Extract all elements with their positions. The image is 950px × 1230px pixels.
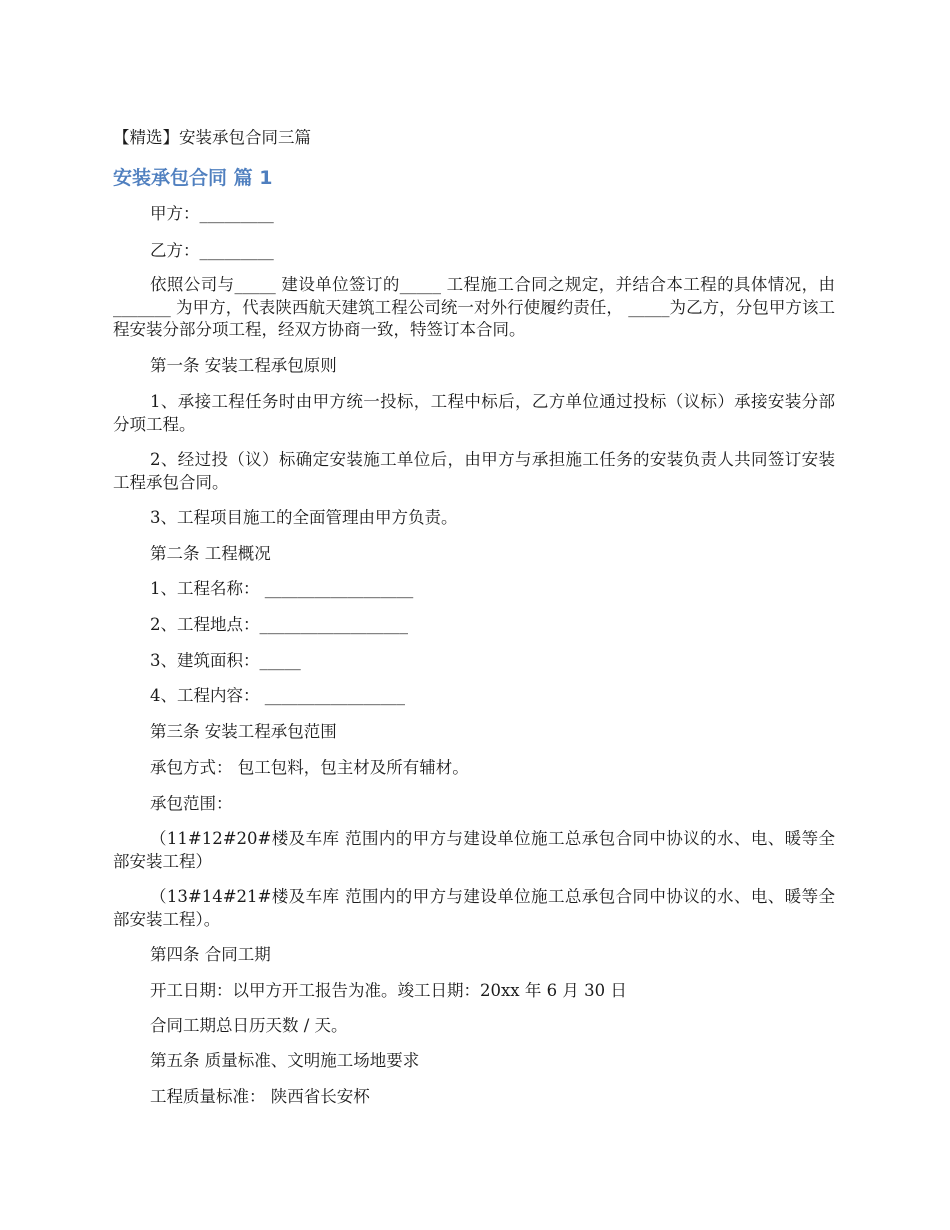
article-1-item-1: 1、承接工程任务时由甲方统一投标，工程中标后，乙方单位通过投标（议标）承接安装分部分项工程。 [113, 392, 835, 434]
article-1-item-2: 2、经过投（议）标确定安装施工单位后，由甲方与承担施工任务的安装负责人共同签订安装工程承包合同。 [113, 450, 835, 492]
scope-item-2: （13#14#21#楼及车库 范围内的甲方与建设单位施工总承包合同中协议的水、电、暖等全部安装工程）。 [113, 887, 835, 929]
party-a-line: 甲方：_________ [150, 204, 274, 223]
section-heading: 安装承包合同 篇 1 [113, 167, 273, 189]
article-1-item-3: 3、工程项目施工的全面管理由甲方负责。 [150, 508, 458, 527]
article-5-heading: 第五条 质量标准、文明施工场地要求 [150, 1051, 420, 1070]
quality-standard-line: 工程质量标准： 陕西省长安杯 [150, 1087, 370, 1106]
party-b-line: 乙方：_________ [150, 241, 274, 260]
building-area-line: 3、建筑面积：_____ [150, 651, 301, 670]
project-name-line: 1、工程名称： __________________ [150, 579, 414, 598]
scope-item-1: （11#12#20#楼及车库 范围内的甲方与建设单位施工总承包合同中协议的水、电、暖等全部安装工程） [113, 829, 835, 871]
contract-method-line: 承包方式： 包工包料，包主材及所有辅材。 [150, 758, 469, 777]
total-days-line: 合同工期总日历天数 / 天。 [150, 1016, 348, 1035]
preamble-paragraph: 依照公司与_____ 建设单位签订的_____ 工程施工合同之规定，并结合本工程的具体情况，由_______ 为甲方，代表陕西航天建筑工程公司统一对外行使履约责任， _____为乙方，分包甲方该工程安装分部分项工程，经双方协商一致，特签订本合同。 [113, 275, 835, 339]
article-2-heading: 第二条 工程概况 [150, 544, 271, 563]
article-3-heading: 第三条 安装工程承包范围 [150, 722, 337, 741]
project-location-line: 2、工程地点：__________________ [150, 615, 408, 634]
article-1-heading: 第一条 安装工程承包原则 [150, 356, 337, 375]
article-4-heading: 第四条 合同工期 [150, 945, 271, 964]
contract-scope-label: 承包范围： [150, 794, 233, 813]
project-content-line: 4、工程内容： _________________ [150, 686, 405, 705]
document-title: 【精选】安装承包合同三篇 [113, 128, 311, 147]
start-end-date-line: 开工日期：以甲方开工报告为准。竣工日期：20xx 年 6 月 30 日 [150, 981, 627, 1000]
